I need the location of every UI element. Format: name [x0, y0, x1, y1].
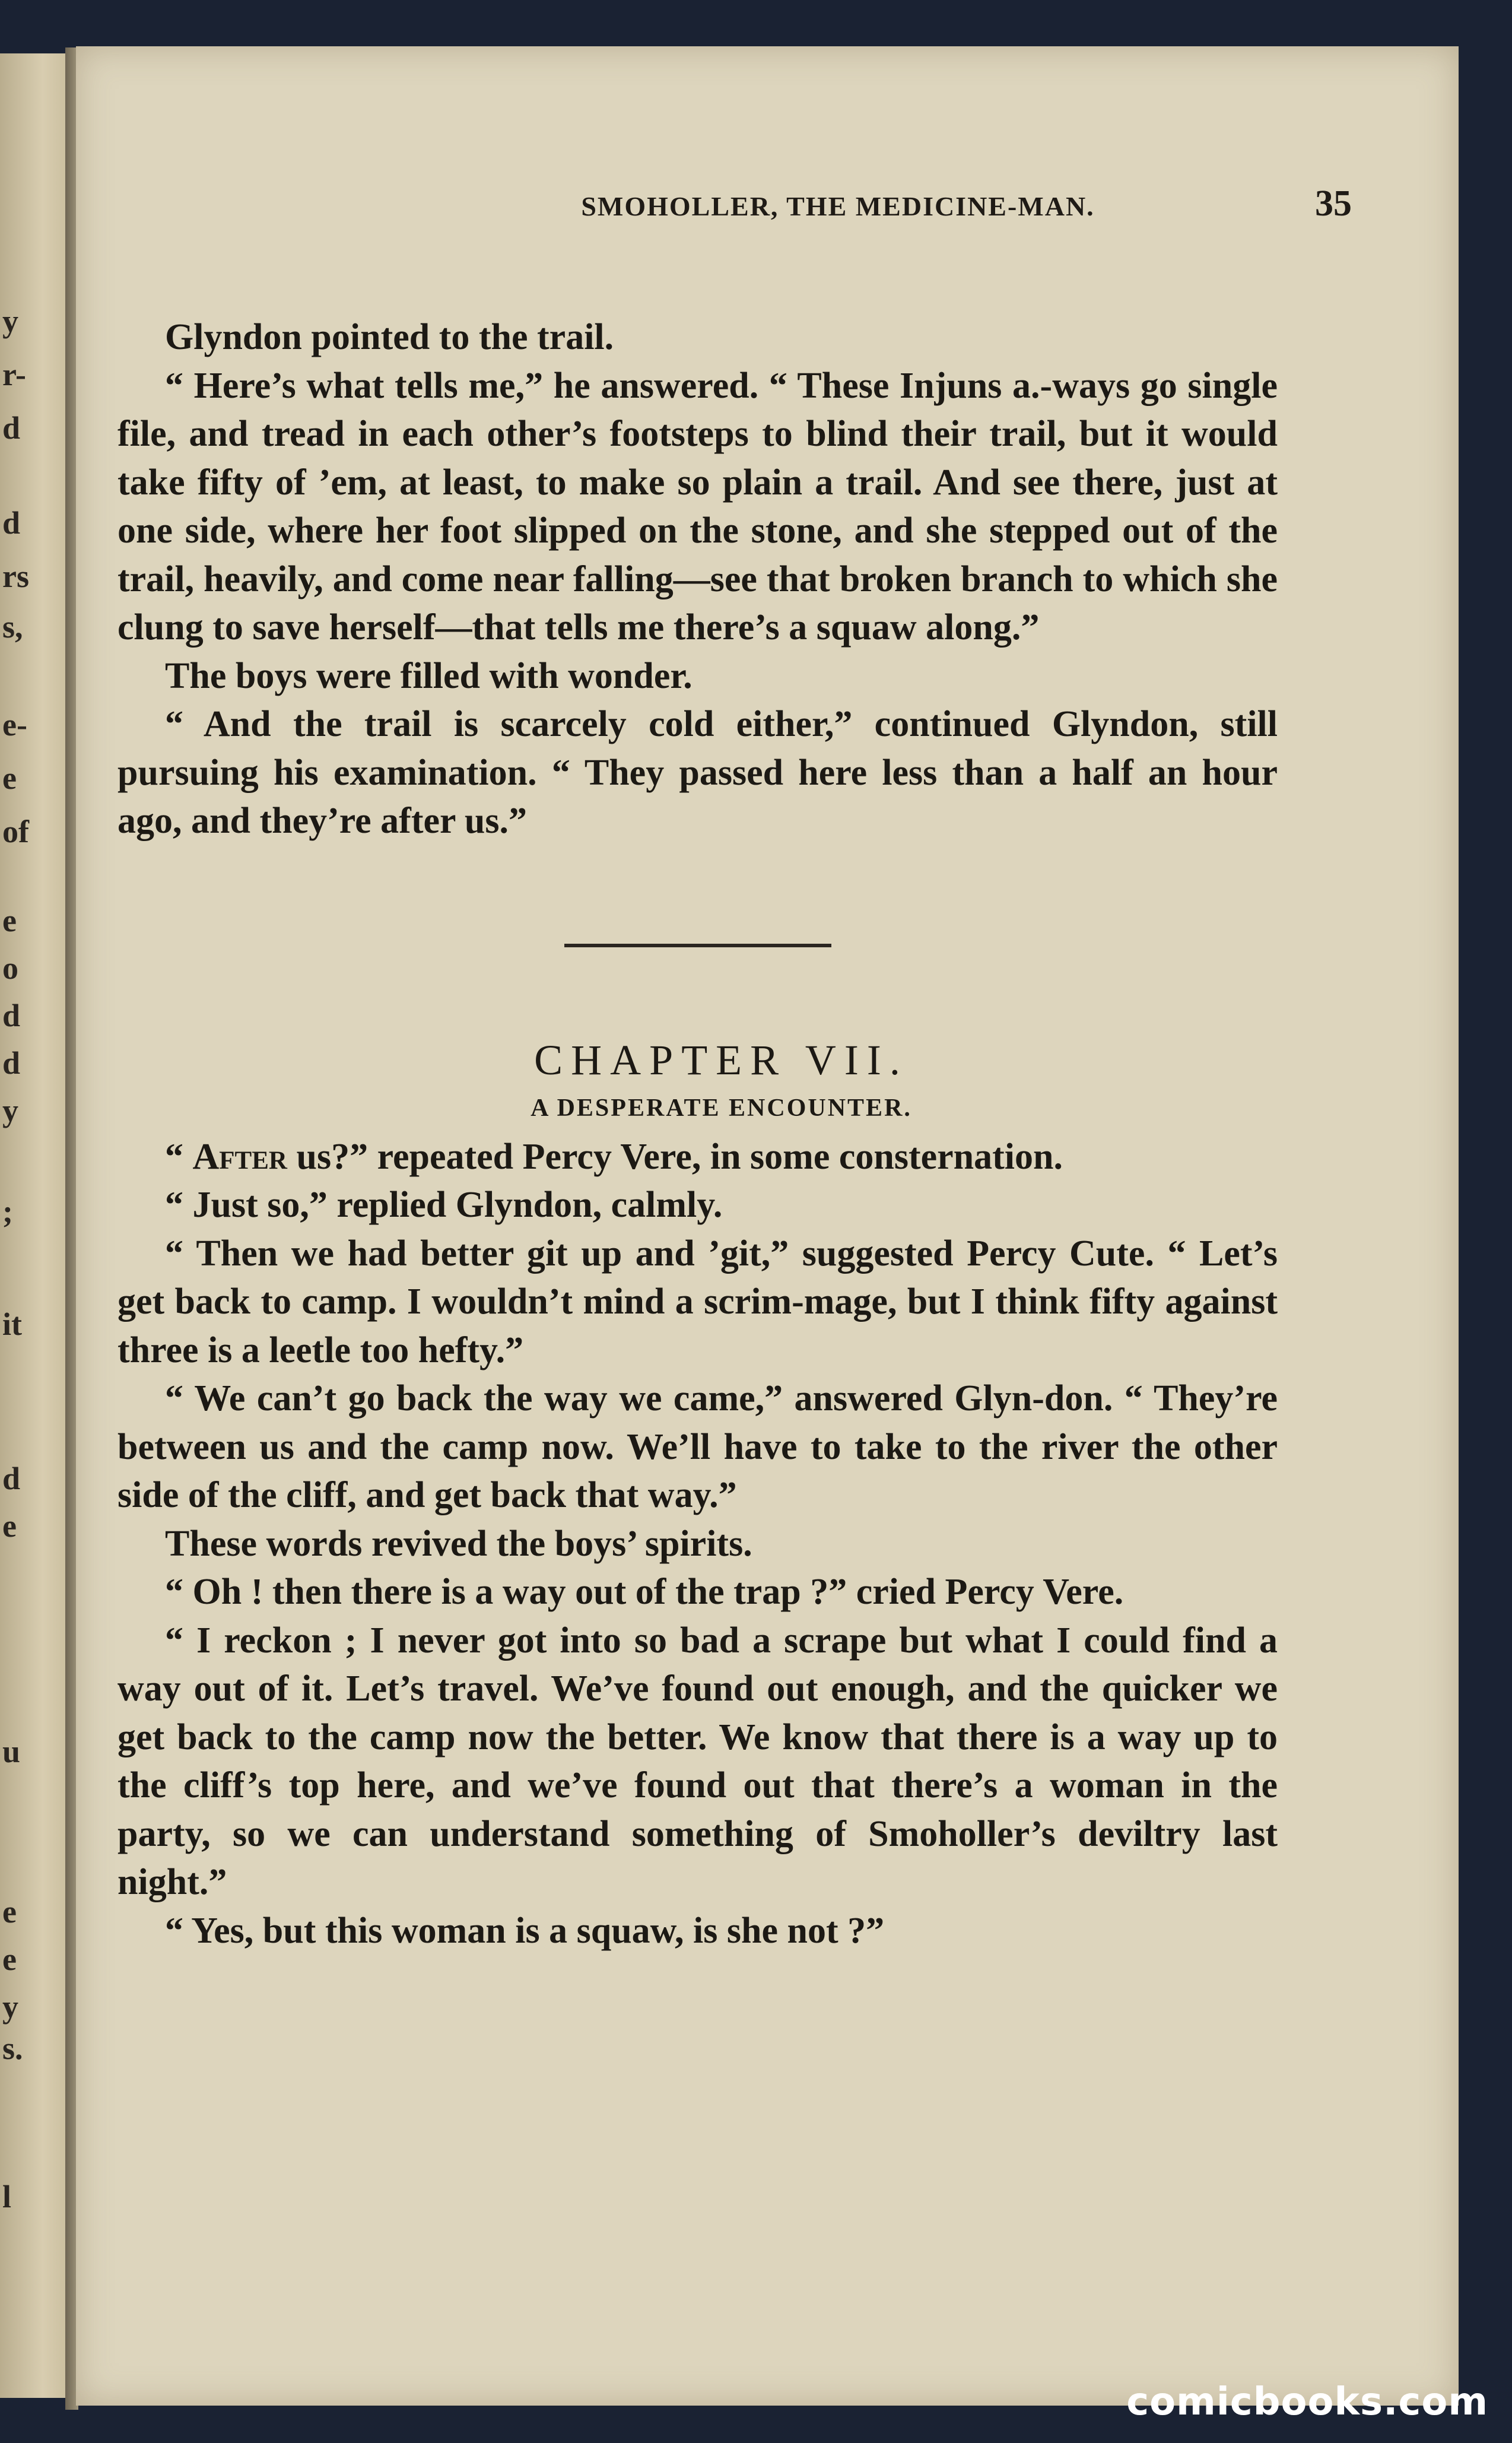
paragraph: “ Just so,” replied Glyndon, calmly.	[165, 1185, 723, 1225]
page-header	[385, 183, 1352, 225]
paragraph: “ And the trail is scarcely cold either,” continued Glyndon, still pursuing his examination. “ They passed here less than a half an hour ago, and they’re after us.”	[117, 704, 1278, 841]
previous-page-text-fragment: r-	[2, 357, 26, 392]
paragraph: The boys were filled with wonder.	[165, 655, 693, 696]
previous-page-text-fragment: o	[2, 950, 18, 986]
previous-page-text-fragment: e	[2, 1508, 17, 1544]
paragraph: “ Yes, but this woman is a squaw, is she not ?”	[165, 1910, 885, 1951]
previous-page-text-fragment: ;	[2, 1194, 13, 1229]
paragraph: “ Then we had better git up and ’git,” suggested Percy Cute. “ Let’s get back to camp. I wouldn’t mind a scrim-mage, but I think fifty against three is a leetle too hefty.”	[117, 1233, 1278, 1370]
paragraph: “ Oh ! then there is a way out of the trap ?” cried Percy Vere.	[165, 1572, 1124, 1612]
previous-page-text-fragment: s.	[2, 2030, 23, 2066]
previous-page-text-fragment: d	[2, 1461, 21, 1496]
previous-page-text-fragment: y	[2, 1989, 18, 2025]
previous-page-text-fragment: of	[2, 814, 29, 849]
previous-page-text-fragment: it	[2, 1306, 22, 1342]
previous-page-edge	[0, 53, 71, 2398]
previous-page-text-fragment: y	[2, 303, 18, 339]
previous-page-text-fragment: e-	[2, 707, 27, 743]
chapter-title: CHAPTER VII.	[534, 1036, 909, 1084]
paragraph: “ We can’t go back the way we came,” answered Glyn-don. “ They’re between us and the camp now. We’ll have to take to the river the other side of the cliff, and get back that way.”	[117, 1378, 1278, 1515]
book-page	[76, 46, 1459, 2406]
body-text	[117, 313, 1278, 1955]
previous-page-text-fragment: l	[2, 2179, 12, 2214]
page-number: 35	[1315, 183, 1352, 224]
chapter-opening-word: After	[192, 1136, 287, 1177]
chapter-subtitle: A DESPERATE ENCOUNTER.	[531, 1094, 912, 1122]
section-divider	[564, 944, 831, 947]
previous-page-text-fragment: d	[2, 410, 21, 446]
paragraph-text: us?” repeated Percy Vere, in some consternation.	[287, 1136, 1063, 1177]
previous-page-text-fragment: e	[2, 1894, 17, 1930]
previous-page-text-fragment: e	[2, 1941, 17, 1977]
previous-page-text-fragment: y	[2, 1093, 18, 1128]
previous-page-text-fragment: e	[2, 903, 17, 938]
paragraph: “ Here’s what tells me,” he answered. “ These Injuns a.-ways go single file, and tread in each other’s footsteps to blind their trail, but it would take fifty of ’em, at least, to make so plain a trail. And see there, just at one side, where her foot slipped on the stone, and she stepped out of the trail, heavily, and come near falling—see that broken branch to which she clung to save herself—that tells me there’s a squaw along.”	[117, 365, 1278, 648]
open-quote: “	[165, 1136, 193, 1177]
paragraph	[117, 1133, 1278, 1182]
previous-page-text-fragment: rs	[2, 559, 29, 594]
paragraph: These words revived the boys’ spirits.	[165, 1523, 752, 1564]
paragraph: Glyndon pointed to the trail.	[165, 317, 614, 357]
running-head: SMOHOLLER, THE MEDICINE-MAN.	[581, 191, 1095, 221]
previous-page-text-fragment: s,	[2, 609, 23, 645]
previous-page-text-fragment: d	[2, 505, 21, 541]
previous-page-text-fragment: u	[2, 1734, 21, 1769]
paragraph: “ I reckon ; I never got into so bad a scrape but what I could find a way out of it. Let’s travel. We’ve found out enough, and the quicker we get back to the camp now the better. We know that there is a way up to the cliff’s top here, and we’ve found out that there’s a woman in the party, so we can understand something of Smoholler’s deviltry last night.”	[117, 1620, 1278, 1902]
previous-page-text-fragment: d	[2, 998, 21, 1033]
previous-page-text-fragment: e	[2, 760, 17, 796]
previous-page-text-fragment: d	[2, 1045, 21, 1081]
watermark: comicbooks.com	[1126, 2380, 1488, 2424]
